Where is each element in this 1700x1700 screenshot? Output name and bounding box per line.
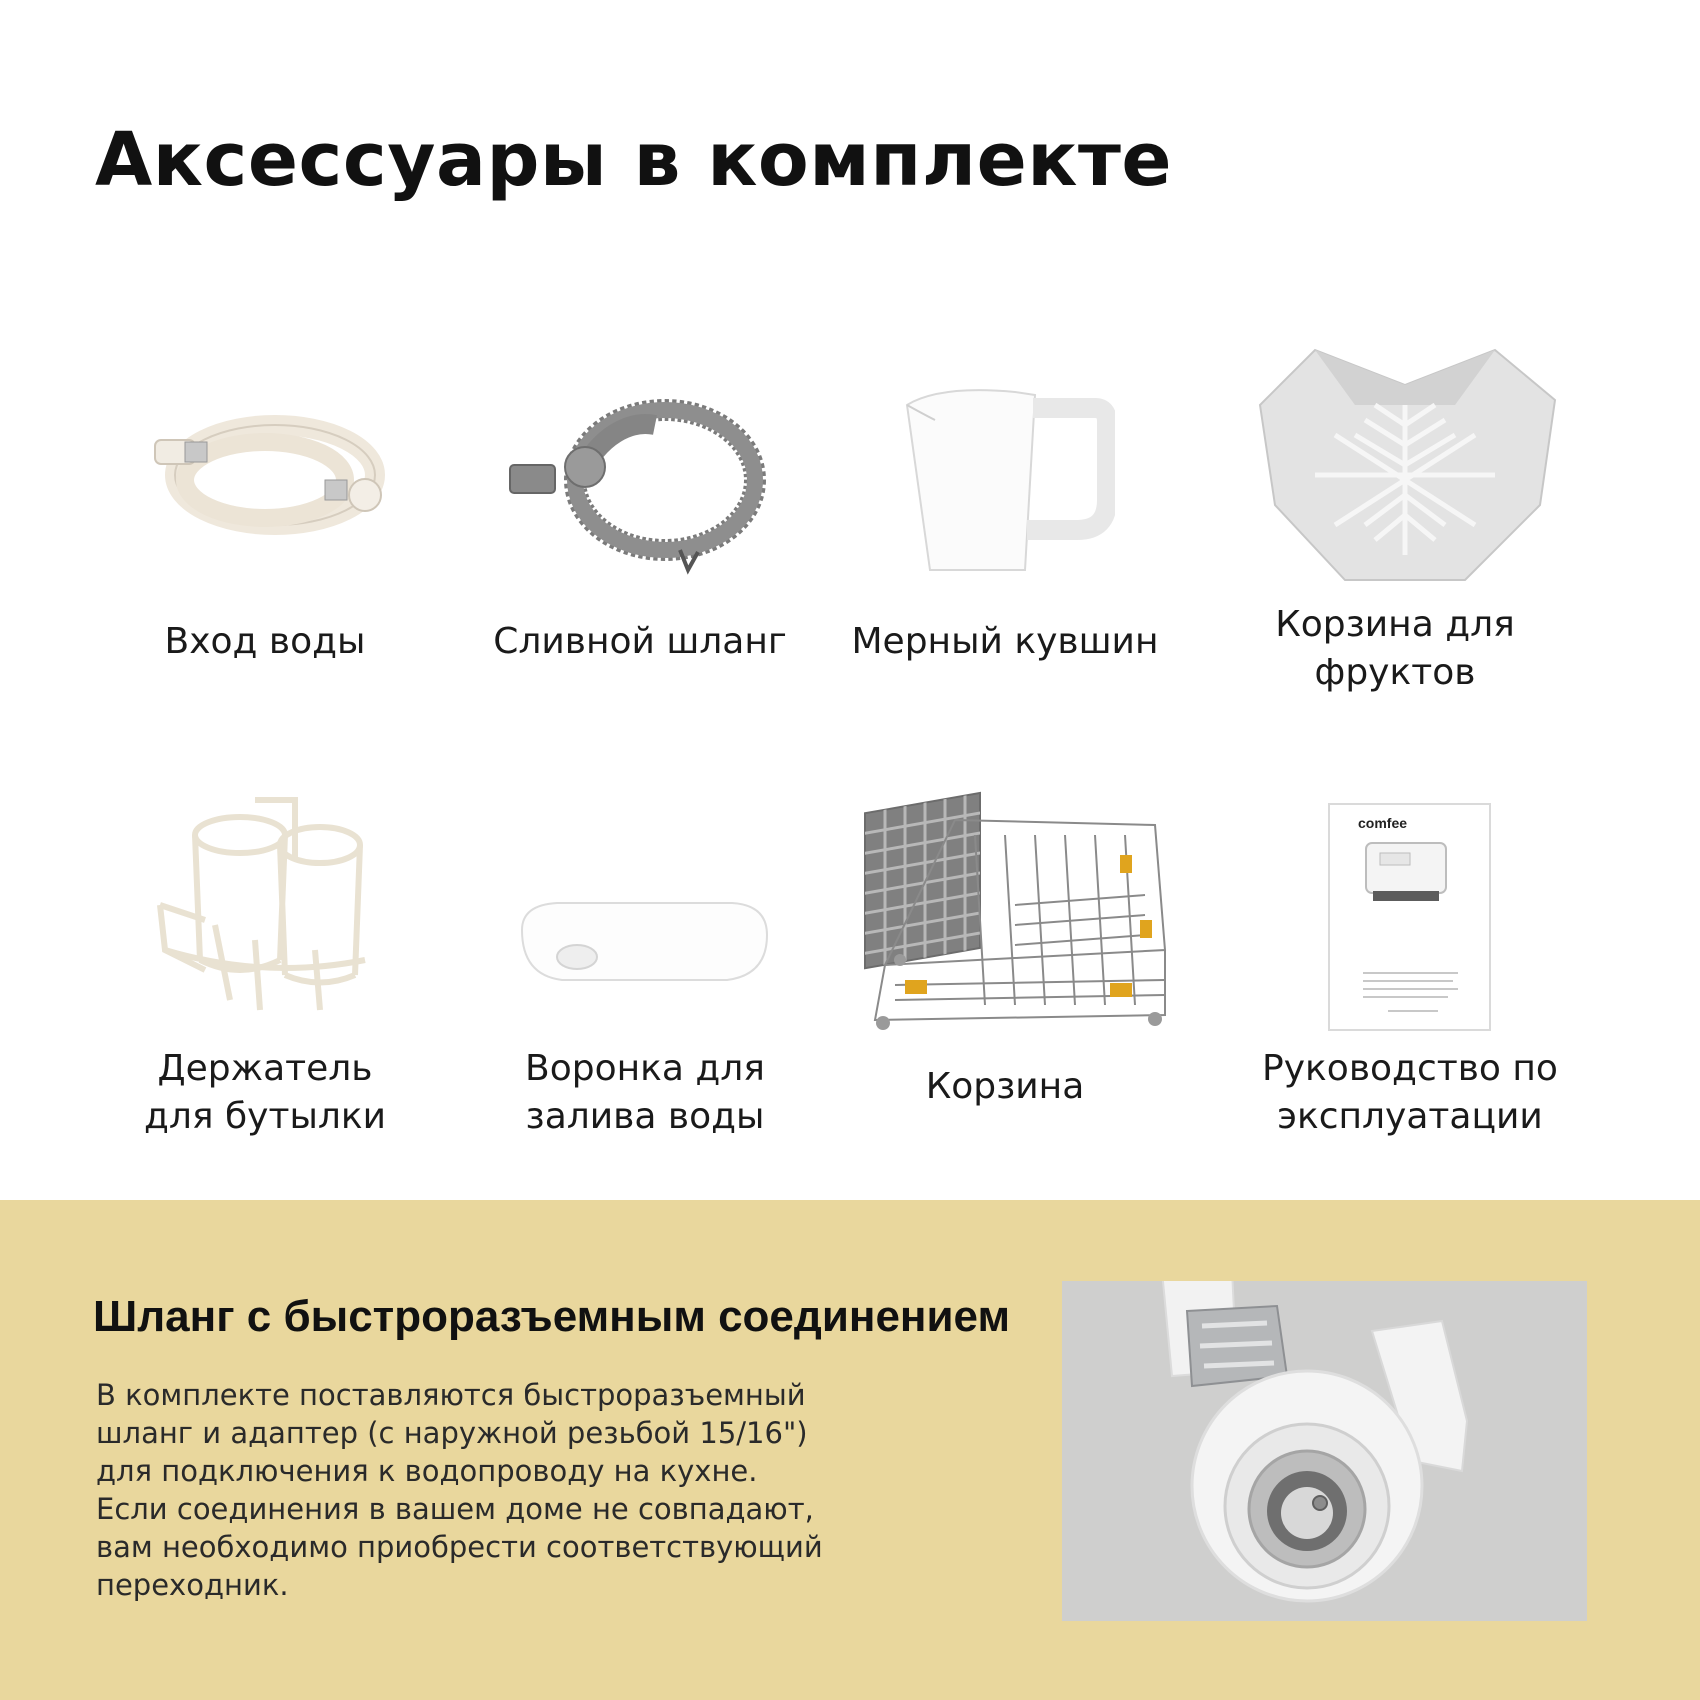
item-label-line: Корзина для bbox=[1275, 604, 1515, 645]
manual-icon bbox=[1328, 803, 1491, 1031]
feature-line: вам необходимо приобрести соответствующий bbox=[96, 1530, 823, 1564]
manual-brand: comfee bbox=[1358, 815, 1408, 831]
item-label-jug bbox=[845, 618, 1165, 666]
item-label-rack bbox=[850, 1063, 1160, 1111]
item-label-line: Мерный кувшин bbox=[851, 621, 1159, 662]
water-funnel-icon bbox=[512, 895, 777, 985]
item-label-fruit-basket bbox=[1235, 601, 1555, 697]
feature-line: шланг и адаптер (с наружной резьбой 15/16") bbox=[96, 1416, 808, 1450]
drain-hose-icon bbox=[505, 385, 775, 585]
feature-line: Если соединения в вашем доме не совпадают, bbox=[96, 1492, 814, 1526]
item-label-line: Вход воды bbox=[164, 621, 366, 662]
item-label-manual bbox=[1225, 1045, 1595, 1141]
item-label-inlet bbox=[115, 618, 415, 666]
item-label-line: фруктов bbox=[1314, 652, 1476, 693]
inlet-hose-icon bbox=[140, 380, 400, 560]
fruit-basket-icon bbox=[1255, 345, 1560, 590]
item-label-line: Держатель bbox=[157, 1048, 373, 1089]
measuring-jug-icon bbox=[895, 380, 1115, 575]
item-label-drain bbox=[480, 618, 800, 666]
feature-title: Шланг с быстроразъемным соединением bbox=[93, 1292, 1010, 1341]
quick-connector-photo bbox=[1062, 1281, 1587, 1621]
feature-line: В комплекте поставляются быстроразъемный bbox=[96, 1378, 806, 1412]
feature-description bbox=[96, 1376, 856, 1604]
item-label-funnel bbox=[485, 1045, 805, 1141]
item-label-line: Корзина bbox=[925, 1066, 1085, 1107]
item-label-line: Сливной шланг bbox=[493, 621, 787, 662]
item-label-line: залива воды bbox=[525, 1096, 765, 1137]
item-label-line: Воронка для bbox=[525, 1048, 765, 1089]
bottle-holder-icon bbox=[145, 790, 385, 1015]
dish-rack-icon bbox=[855, 775, 1175, 1035]
item-label-line: Руководство по bbox=[1262, 1048, 1558, 1089]
item-label-line: эксплуатации bbox=[1277, 1096, 1543, 1137]
page-title: Аксессуары в комплекте bbox=[95, 117, 1173, 203]
item-label-line: для бутылки bbox=[143, 1096, 387, 1137]
feature-line: переходник. bbox=[96, 1568, 289, 1602]
feature-line: для подключения к водопроводу на кухне. bbox=[96, 1454, 758, 1488]
item-label-bottle-holder bbox=[110, 1045, 420, 1141]
